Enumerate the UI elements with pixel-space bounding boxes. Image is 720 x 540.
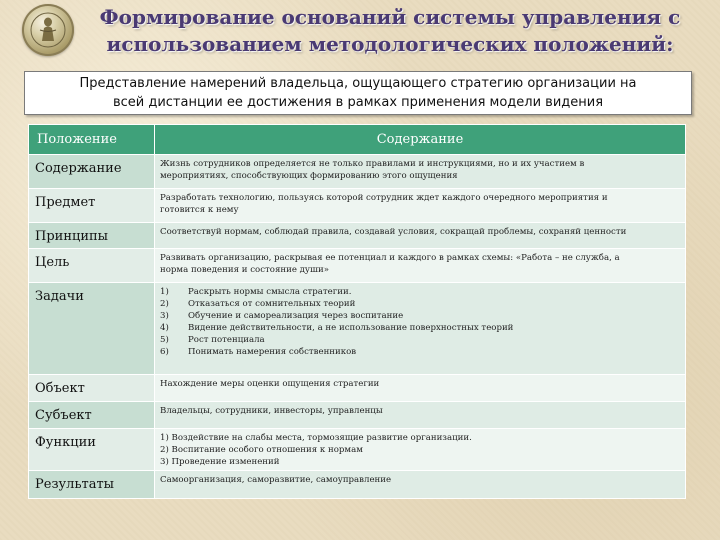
content-line: Соответствуй нормам, соблюдай правила, создавай условия, сокращай проблемы, сохраняй ценности — [160, 227, 627, 237]
content-line: Владельцы, сотрудники, инвесторы, управленцы — [160, 406, 383, 416]
table-row — [29, 402, 686, 429]
positions-table — [28, 124, 686, 499]
column-header-position: Положение — [29, 125, 155, 155]
table-header-row — [29, 125, 686, 155]
row-content — [155, 283, 686, 375]
row-label: Содержание — [29, 155, 155, 189]
table-row — [29, 471, 686, 499]
content-line: норма поведения и состояние души» — [160, 265, 329, 275]
table-row — [29, 223, 686, 249]
task-list — [160, 286, 679, 358]
row-content — [155, 223, 686, 249]
list-item-text: Понимать намерения собственников — [188, 347, 357, 357]
page-title-line-1: Формирование оснований системы управления с — [99, 5, 681, 29]
table-row — [29, 429, 686, 471]
list-item-text: Обучение и самореализация через воспитание — [188, 311, 404, 321]
content-line: готовится к нему — [160, 205, 239, 215]
row-label: Функции — [29, 429, 155, 471]
list-item-number: 4) — [160, 323, 169, 333]
list-item — [160, 298, 679, 310]
list-item-number: 2) — [160, 299, 169, 309]
content-line: 1) Воздействие на слабы места, тормозящие развитие организации. — [160, 433, 472, 443]
row-content — [155, 249, 686, 283]
list-item-number: 3) — [160, 311, 169, 321]
table-row — [29, 155, 686, 189]
coin-emblem-icon — [28, 10, 68, 50]
subtitle-line-1: Представление намерений владельца, ощущающего стратегию организации на — [79, 76, 637, 91]
list-item-text: Раскрыть нормы смысла стратегии. — [188, 287, 352, 297]
row-content — [155, 155, 686, 189]
column-header-content: Содержание — [155, 125, 686, 155]
content-line: 3) Проведение изменений — [160, 457, 280, 467]
list-item-number: 6) — [160, 347, 169, 357]
list-item — [160, 286, 679, 298]
table-row — [29, 189, 686, 223]
content-line: Нахождение меры оценки ощущения стратегии — [160, 379, 380, 389]
list-item — [160, 310, 679, 322]
list-item — [160, 322, 679, 334]
subtitle-box — [24, 71, 692, 115]
row-label: Результаты — [29, 471, 155, 499]
content-line: 2) Воспитание особого отношения к нормам — [160, 445, 363, 455]
list-item-text: Видение действительности, а не использование поверхностных теорий — [188, 323, 514, 333]
list-item-number: 1) — [160, 287, 169, 297]
row-label: Субъект — [29, 402, 155, 429]
list-item — [160, 334, 679, 346]
row-label: Объект — [29, 375, 155, 402]
content-line: Развивать организацию, раскрывая ее потенциал и каждого в рамках схемы: «Работа – не служба, а — [160, 253, 620, 263]
list-item-text: Отказаться от сомнительных теорий — [188, 299, 356, 309]
coin-emblem — [22, 4, 74, 56]
row-label: Предмет — [29, 189, 155, 223]
row-content — [155, 402, 686, 429]
content-line: Самоорганизация, саморазвитие, самоуправление — [160, 475, 392, 485]
content-line: мероприятиях, способствующих формированию этого ощущения — [160, 171, 458, 181]
row-label: Задачи — [29, 283, 155, 375]
row-content — [155, 189, 686, 223]
page-title-line-2: использованием методологических положений: — [106, 32, 674, 56]
list-item-text: Рост потенциала — [188, 335, 265, 345]
row-label: Цель — [29, 249, 155, 283]
table-row — [29, 249, 686, 283]
content-line: Разработать технологию, пользуясь которой сотрудник ждет каждого очередного мероприятия и — [160, 193, 608, 203]
row-content — [155, 429, 686, 471]
list-item-number: 5) — [160, 335, 169, 345]
table-row — [29, 375, 686, 402]
row-content — [155, 471, 686, 499]
subtitle-line-2: всей дистанции ее достижения в рамках применения модели видения — [112, 95, 604, 110]
content-line: Жизнь сотрудников определяется не только правилами и инструкциями, но и их участием в — [160, 159, 585, 169]
page-title — [90, 4, 690, 58]
list-item — [160, 346, 679, 358]
row-label: Принципы — [29, 223, 155, 249]
row-content — [155, 375, 686, 402]
table-row — [29, 283, 686, 375]
